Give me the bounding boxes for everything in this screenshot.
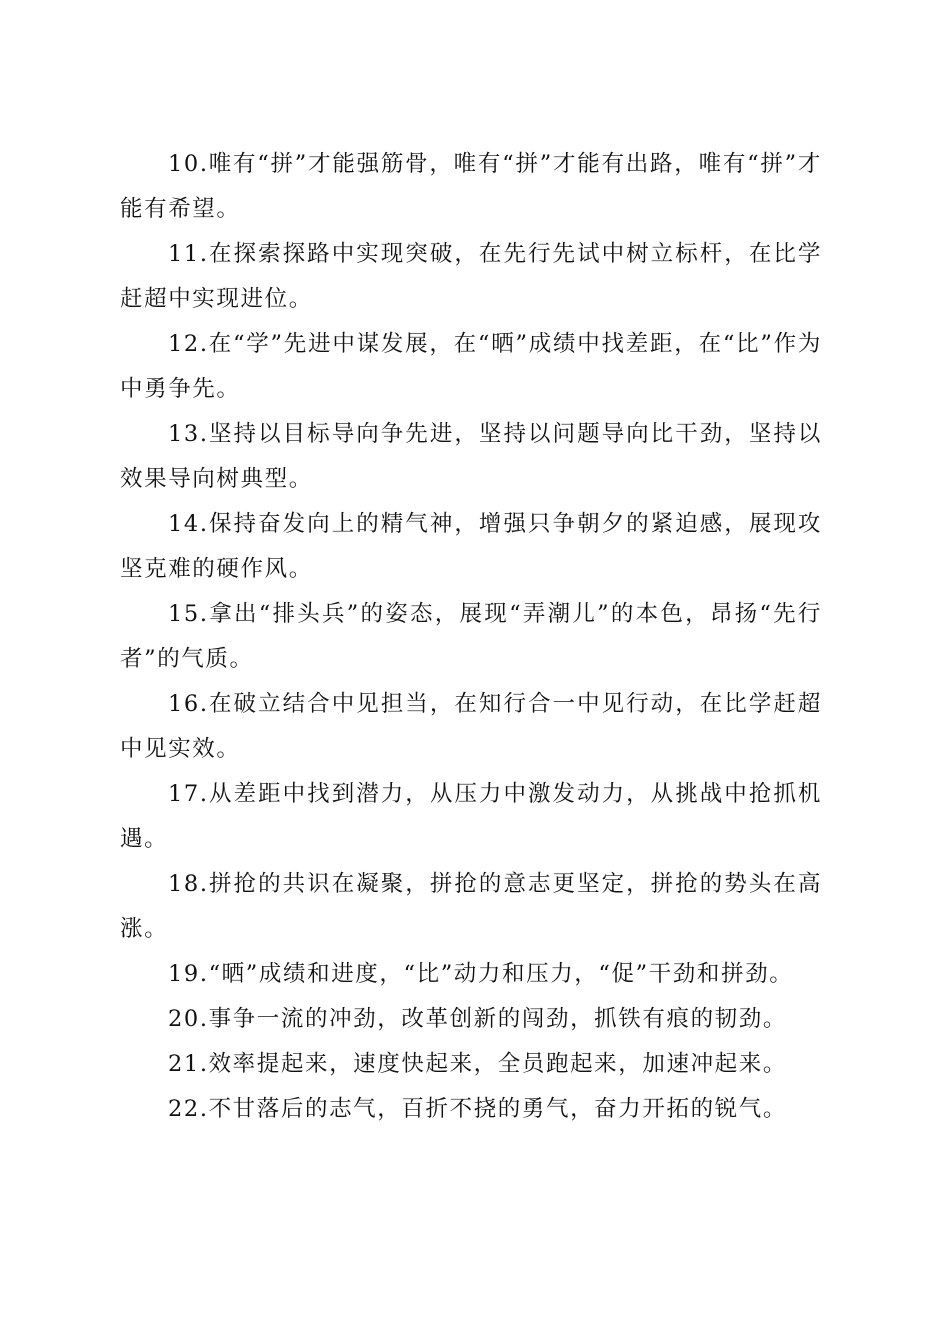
paragraph-22: 22.不甘落后的志气，百折不挠的勇气，奋力开拓的锐气。 [168,1096,787,1122]
paragraph-21: 21.效率提起来，速度快起来，全员跑起来，加速冲起来。 [168,1051,787,1077]
paragraph-17: 17.从差距中找到潜力，从压力中激发动力，从挑战中抢抓机遇。 [120,781,822,852]
paragraph-14: 14.保持奋发向上的精气神，增强只争朝夕的紧迫感，展现攻坚克难的硬作风。 [120,511,822,582]
paragraph-19: 19.“晒”成绩和进度，“比”动力和压力，“促”干劲和拼劲。 [168,961,794,987]
paragraph-18: 18.拼抢的共识在凝聚，拼抢的意志更坚定，拼抢的势头在高涨。 [120,871,822,942]
paragraph-16: 16.在破立结合中见担当，在知行合一中见行动，在比学赶超中见实效。 [120,691,822,762]
paragraph-10: 10.唯有“拼”才能强筋骨，唯有“拼”才能有出路，唯有“拼”才能有希望。 [120,151,822,222]
paragraph-13: 13.坚持以目标导向争先进，坚持以问题导向比干劲，坚持以效果导向树典型。 [120,421,822,492]
paragraph-20: 20.事争一流的冲劲，改革创新的闯劲，抓铁有痕的韧劲。 [168,1006,787,1032]
paragraph-12: 12.在“学”先进中谋发展，在“晒”成绩中找差距，在“比”作为中勇争先。 [120,331,822,402]
paragraph-11: 11.在探索探路中实现突破，在先行先试中树立标杆，在比学赶超中实现进位。 [120,241,822,312]
document-body [120,142,822,1132]
paragraph-15: 15.拿出“排头兵”的姿态，展现“弄潮儿”的本色，昂扬“先行者”的气质。 [120,601,822,672]
